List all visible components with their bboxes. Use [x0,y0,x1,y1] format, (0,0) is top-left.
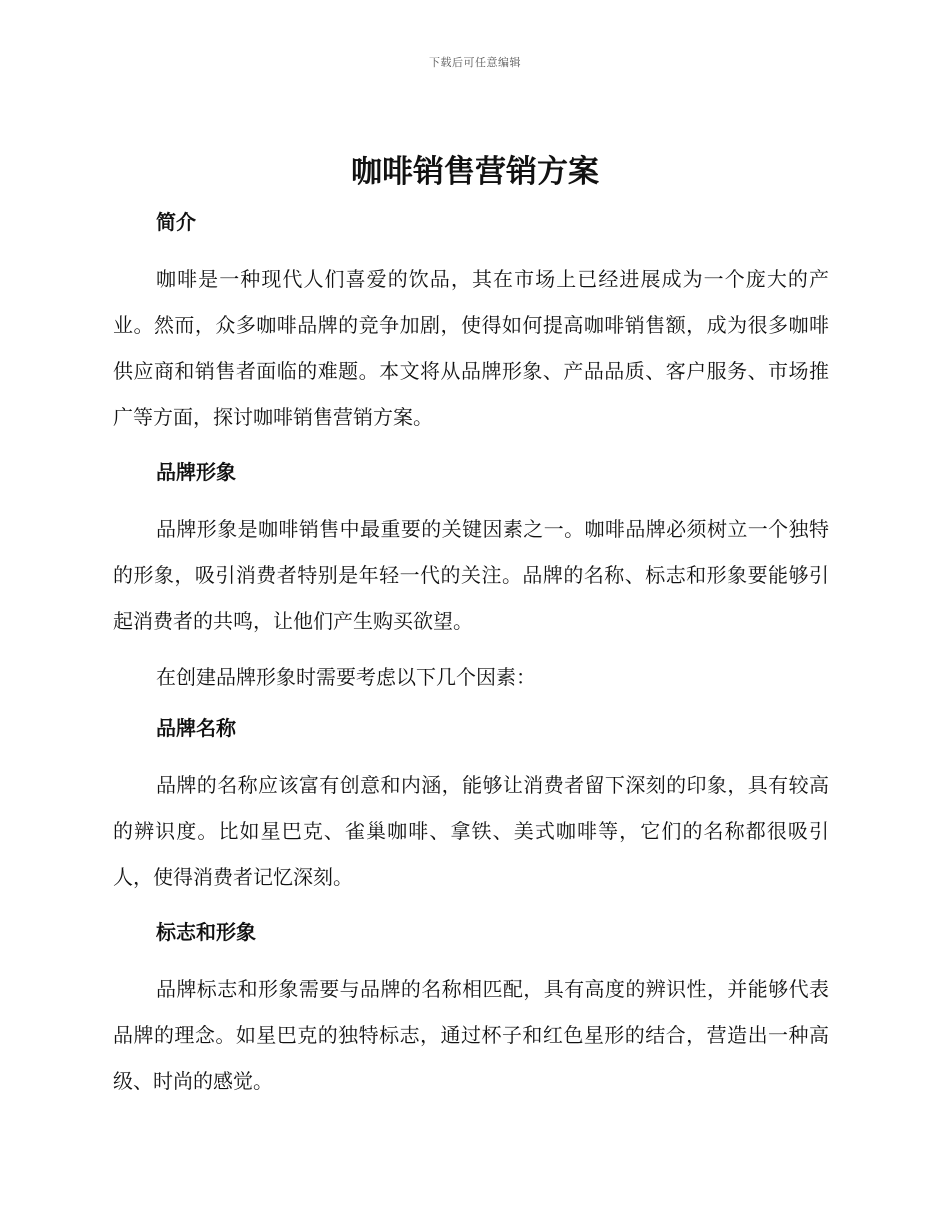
section-heading-logo-image: 标志和形象 [156,920,256,944]
document-title: 咖啡销售营销方案 [351,154,599,190]
document-body [113,200,829,1114]
section-heading-brand-image: 品牌形象 [156,460,236,484]
paragraph-intro: 咖啡是一种现代人们喜爱的饮品，其在市场上已经进展成为一个庞大的产业。然而，众多咖啡品牌的竞争加剧，使得如何提高咖啡销售额，成为很多咖啡供应商和销售者面临的难题。本文将从品牌形象、产品品质、客户服务、市场推广等方面，探讨咖啡销售营销方案。 [113,267,829,429]
paragraph-logo-image: 品牌标志和形象需要与品牌的名称相匹配，具有高度的辨识性，并能够代表品牌的理念。如星巴克的独特标志，通过杯子和红色星形的结合，营造出一种高级、时尚的感觉。 [113,977,829,1093]
page-header-note: 下载后可任意编辑 [429,56,521,69]
paragraph-brand-name: 品牌的名称应该富有创意和内涵，能够让消费者留下深刻的印象，具有较高的辨识度。比如星巴克、雀巢咖啡、拿铁、美式咖啡等，它们的名称都很吸引人，使得消费者记忆深刻。 [113,773,829,889]
section-heading-brand-name: 品牌名称 [156,716,236,740]
paragraph-brand-image: 品牌形象是咖啡销售中最重要的关键因素之一。咖啡品牌必须树立一个独特的形象，吸引消费者特别是年轻一代的关注。品牌的名称、标志和形象要能够引起消费者的共鸣，让他们产生购买欲望。 [113,517,829,633]
paragraph-brand-factors: 在创建品牌形象时需要考虑以下几个因素： [156,665,536,689]
section-heading-intro: 简介 [156,210,196,234]
